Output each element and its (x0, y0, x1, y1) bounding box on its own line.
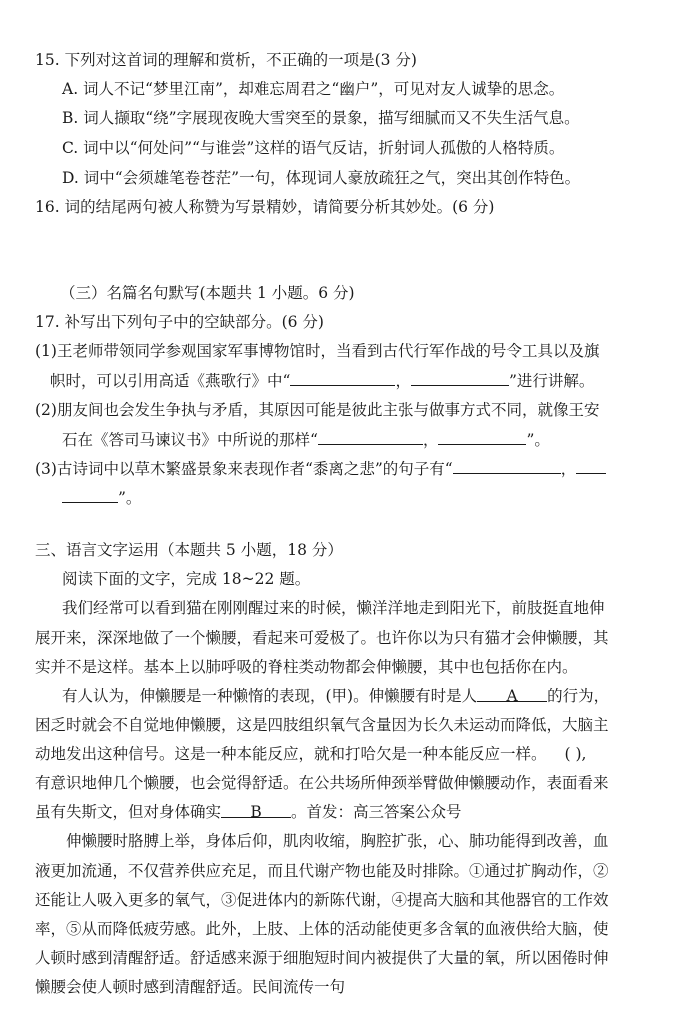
passage-p3-line4: 率，⑤从而降低疲劳感。此外，上肢、上体的活动能使更多含氧的血液供给大脑，使 (35, 920, 609, 938)
blank-b[interactable]: B (221, 801, 291, 818)
answer-blank[interactable] (411, 369, 509, 386)
q15-option-a: A. 词人不记“梦里江南”，却难忘周君之“幽户”，可见对友人诚挚的思念。 (62, 80, 565, 98)
text: 帜时，可以引用高适《燕歌行》中“ (50, 372, 291, 390)
passage-p3-line6: 懒腰会使人顿时感到清醒舒适。民间流传一句 (35, 978, 346, 996)
text: ”。 (118, 489, 142, 507)
question-15-stem: 15. 下列对这首词的理解和赏析，不正确的一项是(3 分) (35, 51, 417, 69)
text: 有人认为，伸懒腰是一种懒惰的表现，(甲)。伸懒腰有时是人 (62, 687, 478, 705)
question-17-stem: 17. 补写出下列句子中的空缺部分。(6 分) (35, 313, 324, 331)
text: 。首发：高三答案公众号 (291, 803, 462, 821)
passage-p2-line5 (35, 801, 462, 823)
text: ， (560, 460, 577, 478)
answer-blank[interactable] (576, 457, 606, 474)
blank-a[interactable]: A (477, 685, 547, 702)
q15-option-c: C. 词中以“何处问”“与谁尝”这样的语气反诘，折射词人孤傲的人格特质。 (62, 139, 565, 157)
text: 的行为， (547, 687, 610, 705)
passage-p1-line1: 我们经常可以看到猫在刚刚醒过来的时候，懒洋洋地走到阳光下，前肢挺直地伸 (62, 599, 605, 617)
text: ， (422, 431, 439, 449)
q17-item2-line1: (2)朋友间也会发生争执与矛盾，其原因可能是彼此主张与做事方式不同，就像王安 (35, 401, 600, 419)
passage-p3-line1: 伸懒腰时胳膊上举，身体后仰，肌肉收缩，胸腔扩张，心、肺功能得到改善，血 (66, 832, 609, 850)
answer-blank[interactable] (438, 428, 526, 445)
passage-p3-line5: 人顿时感到清醒舒适。舒适感来源于细胞短时间内被提供了大量的氧，所以困倦时伸 (35, 949, 609, 967)
passage-p2-line3 (35, 743, 586, 765)
part-3-title: 三、语言文字运用（本题共 5 小题，18 分） (35, 541, 343, 559)
section-3-title: （三）名篇名句默写(本题共 1 小题。6 分) (60, 284, 355, 302)
text: 动地发出这种信号。这是一种本能反应，就和打哈欠是一种本能反应一样。 (35, 745, 547, 763)
answer-blank[interactable] (318, 428, 423, 445)
text: ”进行讲解。 (508, 372, 595, 390)
passage-p1-line3: 实并不是这样。基本上以肺呼吸的脊柱类动物都会伸懒腰，其中也包括你在内。 (35, 658, 578, 676)
text: 虽有失斯文，但对身体确实 (35, 803, 222, 821)
reading-intro: 阅读下面的文字，完成 18~22 题。 (62, 570, 311, 588)
passage-p3-line3: 还能让人吸入更多的氧气，③促进体内的新陈代谢，④提高大脑和其他器官的工作效 (35, 891, 609, 909)
passage-p1-line2: 展开来，深深地做了一个懒腰，看起来可爱极了。也许你以为只有猫才会伸懒腰，其 (35, 629, 609, 647)
text: ”。 (526, 431, 550, 449)
question-16-stem: 16. 词的结尾两句被人称赞为写景精妙，请简要分析其妙处。(6 分) (35, 198, 495, 216)
passage-p2-line2: 困乏时就会不自觉地伸懒腰，这是四肢组织氧气含量因为长久未运动而降低，大脑主 (35, 716, 609, 734)
passage-p2-line1 (62, 685, 609, 707)
passage-p2-line4: 有意识地伸几个懒腰，也会觉得舒适。在公共场所伸颈举臂做伸懒腰动作，表面看来 (35, 774, 609, 792)
q17-item1-line1: (1)王老师带领同学参观国家军事博物馆时，当看到古代行军作战的号令工具以及旗 (35, 342, 600, 360)
q17-item3-line1 (35, 457, 606, 480)
text: 石在《答司马谏议书》中所说的那样“ (62, 431, 318, 449)
text: (3)古诗词中以草木繁盛景象来表现作者“黍离之悲”的句子有“ (35, 460, 453, 478)
passage-p3-line2: 液更加流通，不仅营养供应充足，而且代谢产物也能及时排除。①通过扩胸动作，② (35, 862, 609, 880)
q15-option-b: B. 词人撷取“绕”字展现夜晚大雪突至的景象，描写细腻而又不失生活气息。 (62, 109, 580, 127)
q17-item2-line2 (62, 428, 550, 451)
q17-item1-line2 (50, 369, 594, 392)
q17-item3-line2 (62, 486, 141, 509)
answer-blank[interactable] (290, 369, 395, 386)
paren-blank[interactable]: ( ), (564, 745, 587, 763)
text: ， (395, 372, 411, 390)
answer-blank[interactable] (453, 457, 561, 474)
answer-blank[interactable] (62, 486, 118, 503)
q15-option-d: D. 词中“会须雄笔卷苍茫”一句，体现词人豪放疏狂之气，突出其创作特色。 (62, 169, 581, 187)
